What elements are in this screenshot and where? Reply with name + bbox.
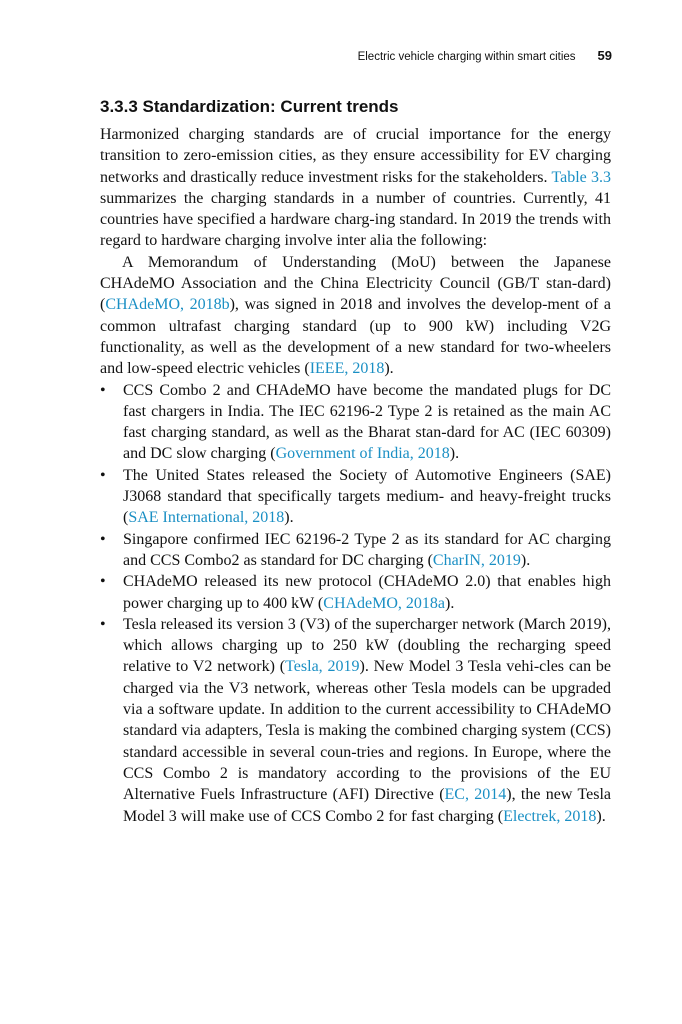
bullet-icon: • <box>100 466 106 484</box>
running-header <box>100 48 612 63</box>
list-item-text: ). <box>284 509 294 527</box>
list-item-text: CHAdeMO released its new protocol (CHAdeMO 2.0) that enables high power charging up to 400 kW ( <box>123 573 611 612</box>
citation-link[interactable]: CHAdeMO, 2018a <box>323 594 446 612</box>
list-item <box>100 465 611 529</box>
paragraph-text: ), was signed in 2018 and involves the develop-ment of a common ultrafast charging standard (up to 900 kW) including V2G functionality, as well as the development of a new standard for two-wheelers and low-speed electric vehicles ( <box>100 296 611 378</box>
list-item-text: CCS Combo 2 and CHAdeMO have become the mandated plugs for DC fast chargers in India. The IEC 62196-2 Type 2 is retained as the main AC fast charging standard, as well as the Bharat stan-dard for AC (IEC 60309) and DC slow charging ( <box>123 381 611 463</box>
citation-link[interactable]: CHAdeMO, 2018b <box>105 296 230 314</box>
paragraph-intro <box>100 124 611 252</box>
paragraph-mou <box>100 252 611 380</box>
list-item <box>100 571 611 614</box>
bullet-icon: • <box>100 573 106 591</box>
list-item-text: ). <box>449 445 460 463</box>
list-item <box>100 380 611 465</box>
list-item-text: The United States released the Society of Automotive Engineers (SAE) J3068 standard that specifically targets medium- and heavy-freight trucks ( <box>123 466 611 527</box>
citation-link[interactable]: EC, 2014 <box>444 786 507 804</box>
bullet-icon: • <box>100 381 106 399</box>
list-item-text: ). <box>445 594 455 612</box>
citation-link[interactable]: IEEE, 2018 <box>309 360 385 378</box>
list-item-text: Tesla released its version 3 (V3) of the supercharger network (March 2019), which allows charging up to 250 kW (doubling the recharging speed relative to V2 network) ( <box>123 615 611 676</box>
section-heading: 3.3.3 Standardization: Current trends <box>100 97 399 116</box>
bullet-icon: • <box>100 615 106 633</box>
citation-link[interactable]: CharIN, 2019 <box>432 551 521 569</box>
running-title: Electric vehicle charging within smart cities <box>357 51 576 63</box>
body-text <box>100 124 611 827</box>
citation-link[interactable]: Electrek, 2018 <box>503 807 597 825</box>
paragraph-text: Harmonized charging standards are of crucial importance for the energy transition to zero-emission cities, as they ensure accessibility for EV charging networks and drastically reduce investment risks for the stakeholders. <box>100 126 611 186</box>
citation-link[interactable]: Tesla, 2019 <box>285 658 360 676</box>
citation-link[interactable]: Government of India, 2018 <box>275 445 450 463</box>
list-item <box>100 529 611 572</box>
list-item-text: ). <box>520 551 531 569</box>
page-number: 59 <box>597 48 612 63</box>
list-item-text: Singapore confirmed IEC 62196-2 Type 2 as its standard for AC charging and CCS Combo2 as standard for DC charging ( <box>123 530 611 569</box>
paragraph-text: A Memorandum of Understanding (MoU) between the Japanese CHAdeMO Association and the China Electricity Council (GB/T stan-dard) ( <box>100 253 611 314</box>
list-item <box>100 614 611 827</box>
citation-link[interactable]: SAE International, 2018 <box>128 509 285 527</box>
bullet-list <box>100 380 611 827</box>
table-reference-link[interactable]: Table 3.3 <box>551 168 612 186</box>
paragraph-text: ). <box>384 360 394 378</box>
bullet-icon: • <box>100 530 106 548</box>
paragraph-text: summarizes the charging standards in a number of countries. Currently, 41 countries have specified a hardware charg-ing standard. In 2019 the trends with regard to hardware charging involve inter alia the following: <box>100 189 611 250</box>
list-item-text: ). <box>596 807 606 825</box>
list-item-text: ), the new Tesla Model 3 will make use of CCS Combo 2 for fast charging ( <box>123 786 611 825</box>
list-item-text: ). New Model 3 Tesla vehi-cles can be charged via the V3 network, whereas other Tesla models can be upgraded via a software update. In addition to the current accessibility to CHAdeMO standard via adapters, Tesla is making the combined charging system (CCS) standard accessible in several coun-tries and regions. In Europe, where the CCS Combo 2 is mandatory according to the provisions of the EU Alternative Fuels Infrastructure (AFI) Directive ( <box>123 658 612 804</box>
